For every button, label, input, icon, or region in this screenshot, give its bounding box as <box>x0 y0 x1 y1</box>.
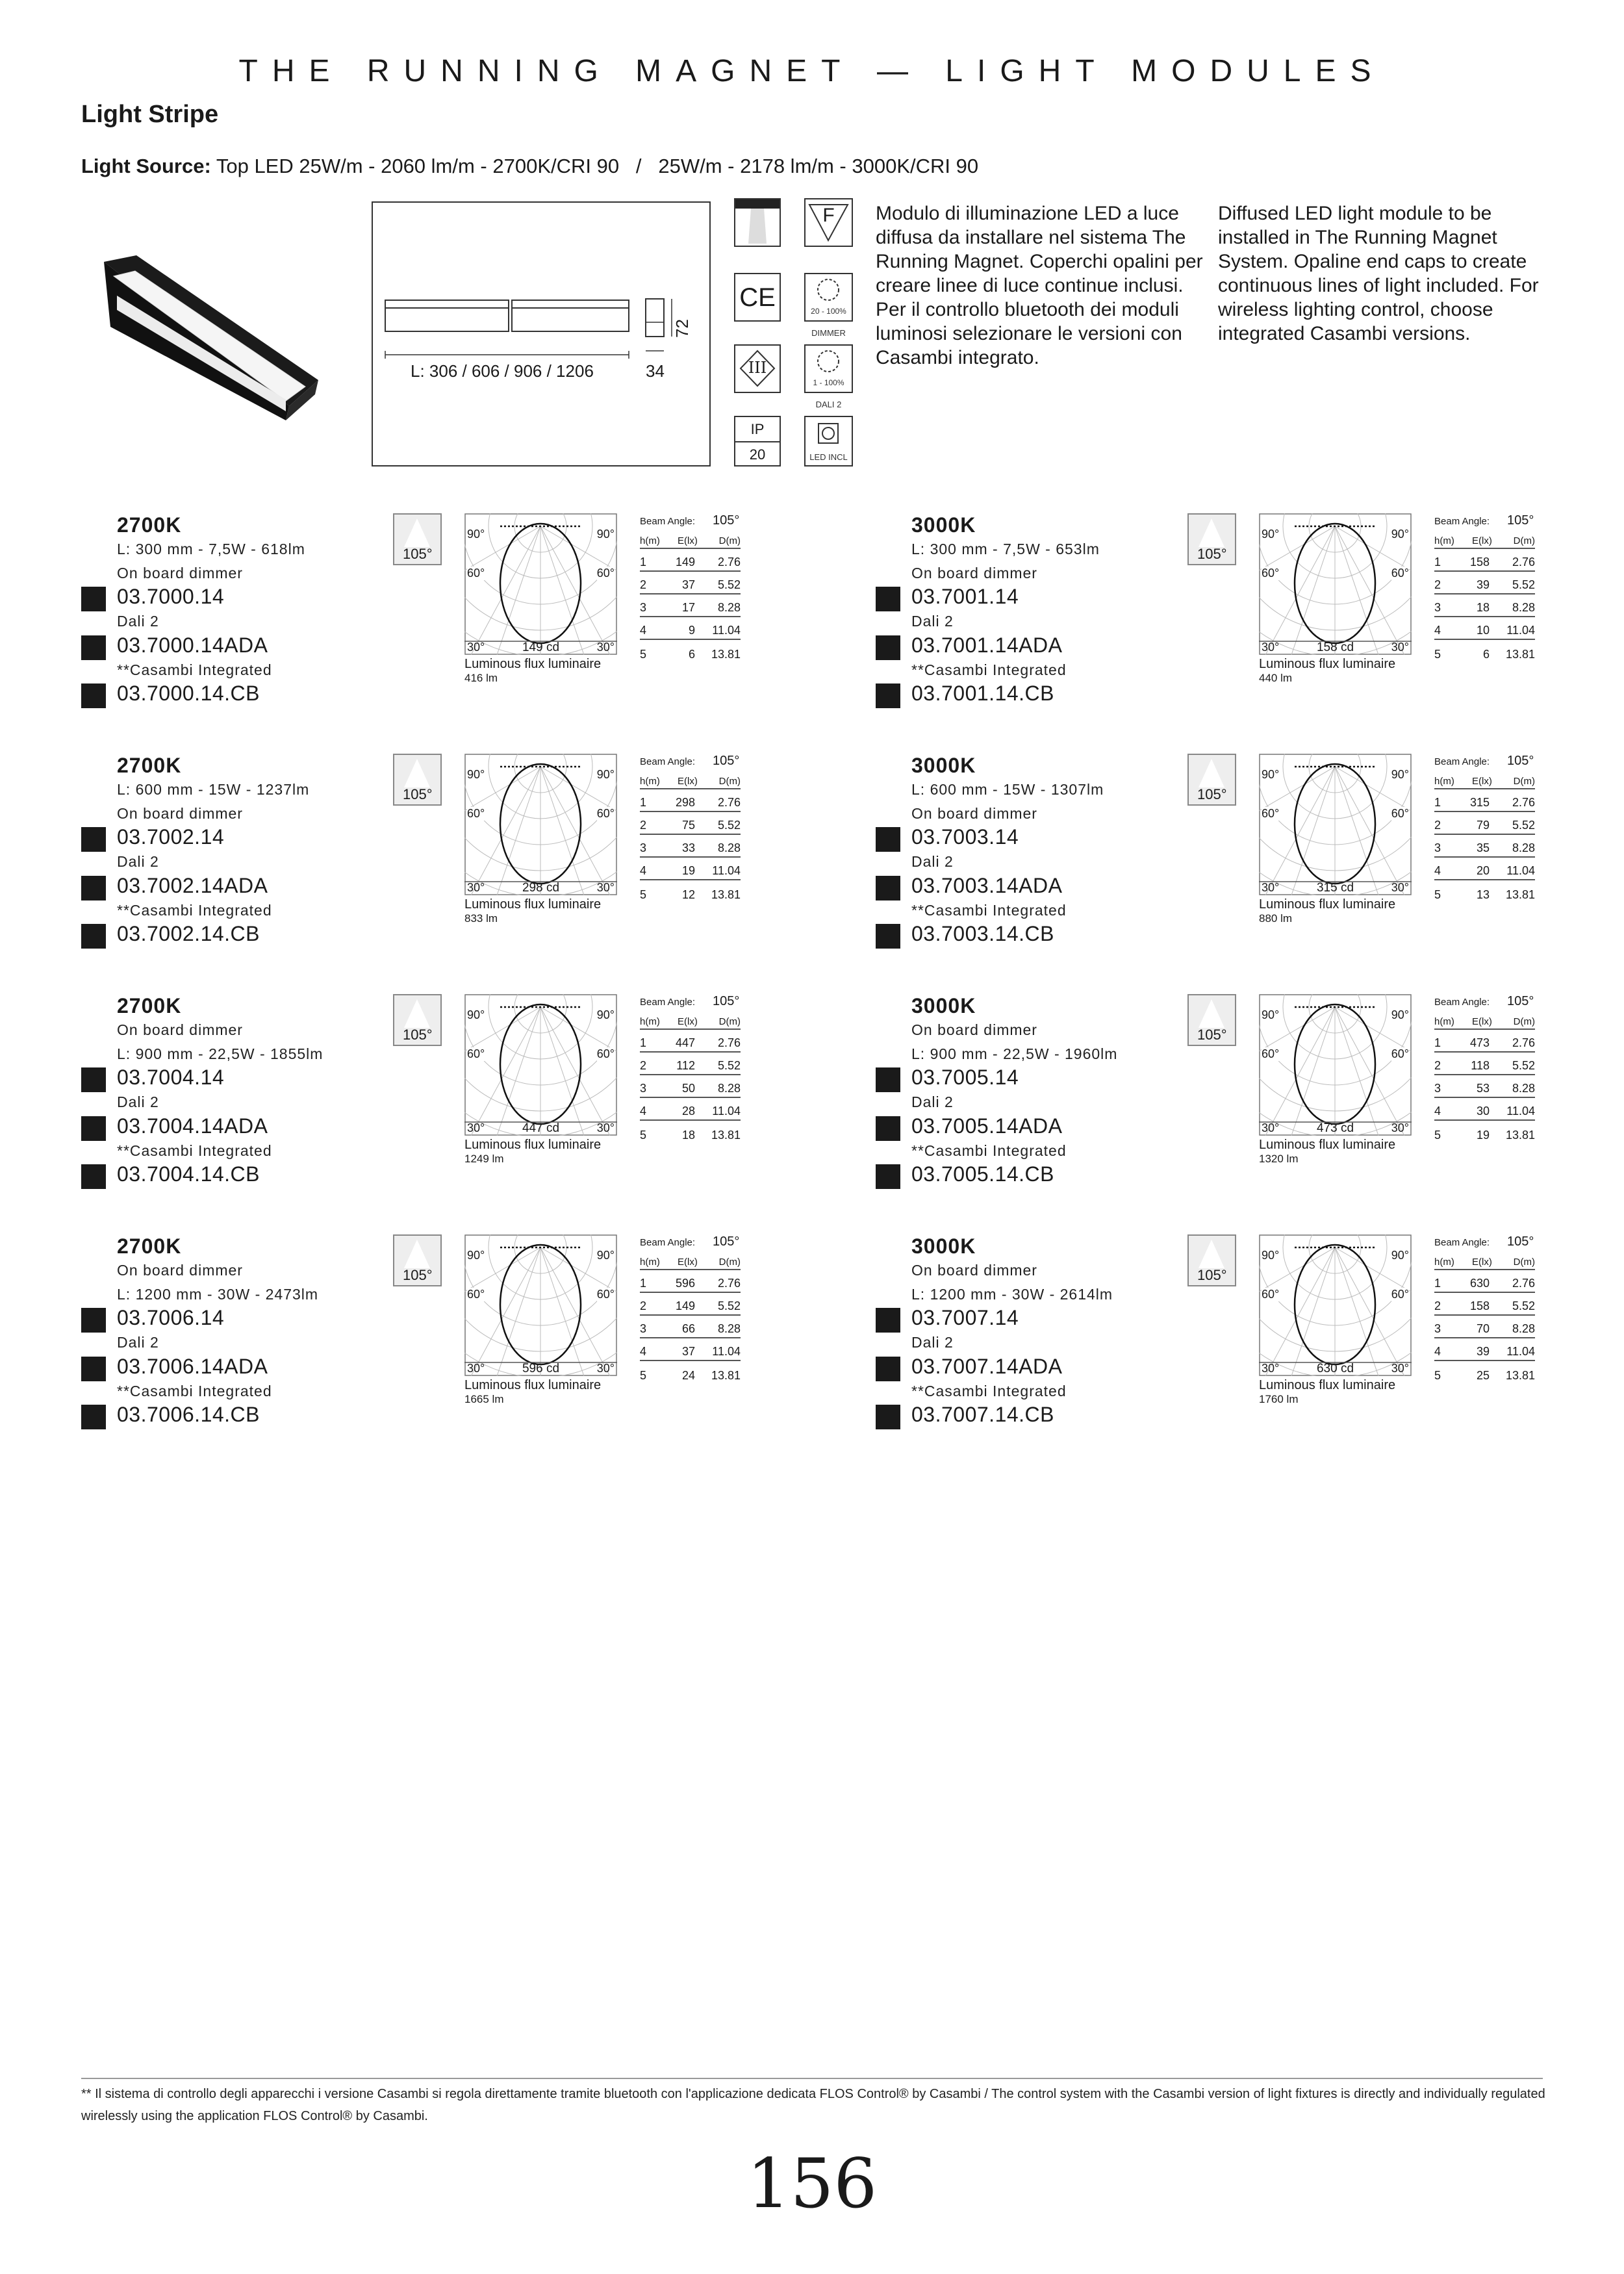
article-code-casambi: 03.7001.14.CB <box>911 682 1054 705</box>
beam-angle-label: Beam Angle: <box>640 516 696 527</box>
color-swatch <box>876 1067 900 1092</box>
spec-line-1: L: 600 mm - 15W - 1307lm <box>911 781 1104 798</box>
luminous-flux-value: 416 lm <box>464 672 498 684</box>
table-row: 5 18 13.81 <box>640 1129 741 1142</box>
color-swatch <box>876 1164 900 1189</box>
description-it: Modulo di illuminazione LED a luce diffusa da installare nel sistema The Running Magnet. Coperchi opalini per creare linee di luce continue inclusi. Per il controllo bluetooth dei moduli luminosi selezionare le versioni con Casambi integrato. <box>876 203 1203 368</box>
table-row: 1 158 2.76 <box>1434 549 1535 572</box>
page-number: 156 <box>746 2144 878 2223</box>
article-code-dimmer: 03.7005.14 <box>911 1066 1019 1089</box>
polar-label-60-right: 60° <box>596 567 615 580</box>
color-temperature: 2700K <box>117 994 182 1017</box>
luminous-flux-value: 440 lm <box>1259 672 1293 684</box>
spec-line-2: On board dimmer <box>117 805 243 822</box>
class-iii-icon: III <box>734 344 781 393</box>
table-row: 2 37 5.52 <box>640 572 741 594</box>
length-dimension: L: 306 / 606 / 906 / 1206 <box>411 361 594 381</box>
table-header: h(m) E(lx) D(m) <box>640 770 741 789</box>
photometric-table <box>1434 994 1538 1150</box>
color-temperature: 3000K <box>911 994 976 1017</box>
spec-line-1: L: 300 mm - 7,5W - 618lm <box>117 541 305 557</box>
polar-label-30-left: 30° <box>1262 1362 1280 1375</box>
table-row: 3 53 8.28 <box>1434 1075 1535 1098</box>
polar-label-90-left: 90° <box>1262 528 1280 541</box>
beam-angle-value: 105° <box>1197 786 1227 802</box>
luminous-flux-label: Luminous flux luminaire <box>1259 657 1396 671</box>
polar-label-60-left: 60° <box>1262 1047 1280 1060</box>
color-swatch <box>876 1405 900 1429</box>
beam-angle-label: Beam Angle: <box>1434 997 1490 1008</box>
table-row: 5 6 13.81 <box>640 648 741 661</box>
table-header: h(m) E(lx) D(m) <box>1434 1251 1535 1270</box>
section-title: Light Stripe <box>81 101 219 128</box>
table-header: h(m) E(lx) D(m) <box>640 1251 741 1270</box>
color-swatch <box>81 827 106 852</box>
beam-angle-label: Beam Angle: <box>1434 1237 1490 1248</box>
article-code-dali: 03.7003.14ADA <box>911 874 1063 897</box>
spec-line-1: On board dimmer <box>911 1021 1037 1038</box>
product-block <box>81 754 796 968</box>
article-code-dimmer: 03.7001.14 <box>911 585 1019 608</box>
color-swatch <box>81 1357 106 1381</box>
article-code-dali: 03.7007.14ADA <box>911 1355 1063 1378</box>
table-row: 3 50 8.28 <box>640 1075 741 1098</box>
photometric-table <box>1434 754 1538 910</box>
article-code-casambi: 03.7000.14.CB <box>117 682 260 705</box>
dali-label: Dali 2 <box>911 853 954 870</box>
diffused-light-icon <box>734 198 781 247</box>
footnote: ** Il sistema di controllo degli apparecchi i versione Casambi si regola direttamente tramite bluetooth con l'applicazione dedicata FLOS Control® by Casambi / The control system with the Casambi version of light fixtures is directly and individually regulated wirelessly using the application FLOS Control® by Casambi. <box>81 2087 1545 2123</box>
color-swatch <box>876 924 900 949</box>
color-swatch <box>81 1308 106 1333</box>
color-swatch <box>81 876 106 901</box>
color-swatch <box>876 827 900 852</box>
beam-angle-table-value: 105° <box>1507 754 1534 768</box>
article-code-dali: 03.7002.14ADA <box>117 874 268 897</box>
article-code-casambi: 03.7004.14.CB <box>117 1162 260 1186</box>
polar-label-90-right: 90° <box>596 1008 615 1021</box>
beam-angle-value: 105° <box>403 1027 433 1043</box>
polar-label-60-left: 60° <box>467 807 485 820</box>
table-row: 4 10 11.04 <box>1434 617 1535 640</box>
color-swatch <box>876 587 900 611</box>
article-code-dali: 03.7005.14ADA <box>911 1114 1063 1138</box>
article-code-dali: 03.7000.14ADA <box>117 633 268 657</box>
table-row: 1 447 2.76 <box>640 1030 741 1053</box>
beam-angle-label: Beam Angle: <box>1434 756 1490 767</box>
polar-diagram <box>1259 513 1412 655</box>
ip-rating-icon: IP 20 <box>734 416 781 466</box>
article-code-dali: 03.7001.14ADA <box>911 633 1063 657</box>
polar-label-90-left: 90° <box>467 1249 485 1262</box>
table-row: 3 66 8.28 <box>640 1316 741 1338</box>
height-dimension: 72 <box>672 319 692 338</box>
table-row: 2 158 5.52 <box>1434 1293 1535 1316</box>
polar-label-30-right: 30° <box>1391 641 1409 654</box>
dali-label: DALI 2 <box>815 400 842 409</box>
spec-line-1: On board dimmer <box>911 1262 1037 1279</box>
f-mark-icon: F <box>804 198 853 247</box>
beam-angle-table-value: 105° <box>713 1234 740 1249</box>
polar-label-30-left: 30° <box>467 881 485 894</box>
beam-angle-table-value: 105° <box>713 754 740 768</box>
product-block <box>81 513 796 728</box>
photometric-table <box>640 513 744 669</box>
dali-label: Dali 2 <box>911 613 954 630</box>
color-swatch <box>876 635 900 660</box>
dali-label: Dali 2 <box>117 1093 159 1110</box>
beam-angle-label: Beam Angle: <box>1434 516 1490 527</box>
color-swatch <box>81 1116 106 1141</box>
color-swatch <box>876 876 900 901</box>
luminous-flux-value: 1249 lm <box>464 1153 504 1165</box>
luminous-flux-value: 1665 lm <box>464 1393 504 1405</box>
casambi-label: **Casambi Integrated <box>911 902 1067 919</box>
peak-intensity: 158 cd <box>1316 641 1354 654</box>
luminous-flux-label: Luminous flux luminaire <box>464 897 602 912</box>
polar-diagram <box>464 994 617 1136</box>
peak-intensity: 315 cd <box>1316 881 1354 895</box>
table-row: 2 79 5.52 <box>1434 812 1535 835</box>
beam-angle-value: 105° <box>403 1267 433 1283</box>
table-row: 4 19 11.04 <box>640 858 741 880</box>
polar-label-30-right: 30° <box>1391 1362 1409 1375</box>
spec-line-2: On board dimmer <box>911 565 1037 581</box>
table-row: 1 149 2.76 <box>640 549 741 572</box>
table-row: 4 39 11.04 <box>1434 1338 1535 1361</box>
table-row: 5 12 13.81 <box>640 888 741 901</box>
table-header: h(m) E(lx) D(m) <box>1434 530 1535 549</box>
beam-angle-table-value: 105° <box>1507 1234 1534 1249</box>
polar-diagram <box>464 513 617 655</box>
table-row: 2 39 5.52 <box>1434 572 1535 594</box>
table-row: 4 30 11.04 <box>1434 1098 1535 1121</box>
polar-label-30-right: 30° <box>596 1362 615 1375</box>
polar-label-90-right: 90° <box>1391 528 1409 541</box>
spec-line-2: L: 1200 mm - 30W - 2614lm <box>911 1286 1113 1303</box>
table-row: 4 37 11.04 <box>640 1338 741 1361</box>
table-row: 5 25 13.81 <box>1434 1369 1535 1382</box>
beam-angle-value: 105° <box>1197 546 1227 562</box>
table-row: 2 149 5.52 <box>640 1293 741 1316</box>
product-block <box>876 513 1590 728</box>
polar-label-30-left: 30° <box>467 641 485 654</box>
polar-label-60-left: 60° <box>1262 567 1280 580</box>
color-temperature: 3000K <box>911 1234 976 1258</box>
article-code-dimmer: 03.7006.14 <box>117 1306 225 1329</box>
dali-label: Dali 2 <box>911 1093 954 1110</box>
photometric-table <box>640 1234 744 1390</box>
polar-diagram <box>1259 754 1412 895</box>
dali-label: Dali 2 <box>117 613 159 630</box>
casambi-label: **Casambi Integrated <box>117 661 272 678</box>
polar-label-90-right: 90° <box>596 528 615 541</box>
table-row: 1 315 2.76 <box>1434 789 1535 812</box>
luminous-flux-label: Luminous flux luminaire <box>464 657 602 671</box>
color-temperature: 3000K <box>911 513 976 537</box>
luminous-flux-value: 880 lm <box>1259 912 1293 925</box>
article-code-dimmer: 03.7004.14 <box>117 1066 225 1089</box>
article-code-dali: 03.7004.14ADA <box>117 1114 268 1138</box>
page-title: THE RUNNING MAGNET — LIGHT MODULES <box>238 54 1386 88</box>
beam-angle-label: Beam Angle: <box>640 997 696 1008</box>
dimmer-label: DIMMER <box>811 328 846 338</box>
table-row: 3 33 8.28 <box>640 835 741 858</box>
casambi-label: **Casambi Integrated <box>117 1383 272 1399</box>
color-swatch <box>81 1067 106 1092</box>
product-block <box>81 1234 796 1449</box>
color-swatch <box>876 1308 900 1333</box>
color-swatch <box>876 1357 900 1381</box>
dimmer-icon <box>804 273 853 322</box>
polar-label-60-left: 60° <box>467 1047 485 1060</box>
table-header: h(m) E(lx) D(m) <box>1434 1010 1535 1030</box>
table-row: 5 6 13.81 <box>1434 648 1535 661</box>
luminous-flux-label: Luminous flux luminaire <box>1259 1138 1396 1152</box>
luminous-flux-label: Luminous flux luminaire <box>1259 897 1396 912</box>
polar-label-90-left: 90° <box>1262 1008 1280 1021</box>
peak-intensity: 596 cd <box>522 1362 560 1375</box>
polar-label-30-left: 30° <box>1262 641 1280 654</box>
table-row: 4 9 11.04 <box>640 617 741 640</box>
table-header: h(m) E(lx) D(m) <box>640 1010 741 1030</box>
article-code-casambi: 03.7007.14.CB <box>911 1403 1054 1426</box>
polar-label-30-left: 30° <box>467 1362 485 1375</box>
led-included-icon: LED INCL <box>804 416 853 466</box>
peak-intensity: 298 cd <box>522 881 560 895</box>
casambi-label: **Casambi Integrated <box>117 1142 272 1159</box>
photometric-table <box>1434 513 1538 669</box>
photometric-table <box>640 994 744 1150</box>
peak-intensity: 630 cd <box>1316 1362 1354 1375</box>
casambi-label: **Casambi Integrated <box>117 902 272 919</box>
polar-label-30-right: 30° <box>1391 881 1409 894</box>
table-header: h(m) E(lx) D(m) <box>640 530 741 549</box>
photometric-table <box>640 754 744 910</box>
beam-angle-label: Beam Angle: <box>640 756 696 767</box>
polar-label-90-right: 90° <box>596 1249 615 1262</box>
dali-range: 1 - 100% <box>813 378 844 387</box>
casambi-label: **Casambi Integrated <box>911 1383 1067 1399</box>
table-row: 4 28 11.04 <box>640 1098 741 1121</box>
article-code-casambi: 03.7005.14.CB <box>911 1162 1054 1186</box>
color-temperature: 3000K <box>911 754 976 777</box>
table-row: 3 35 8.28 <box>1434 835 1535 858</box>
polar-label-60-right: 60° <box>1391 1288 1409 1301</box>
spec-line-1: L: 300 mm - 7,5W - 653lm <box>911 541 1100 557</box>
table-row: 2 75 5.52 <box>640 812 741 835</box>
polar-label-90-right: 90° <box>596 768 615 781</box>
beam-angle-value: 105° <box>403 546 433 562</box>
beam-angle-value: 105° <box>1197 1267 1227 1283</box>
polar-label-90-left: 90° <box>1262 768 1280 781</box>
table-row: 2 112 5.52 <box>640 1053 741 1075</box>
polar-label-90-left: 90° <box>467 768 485 781</box>
beam-angle-table-value: 105° <box>1507 994 1534 1008</box>
polar-label-60-right: 60° <box>1391 807 1409 820</box>
article-code-dali: 03.7006.14ADA <box>117 1355 268 1378</box>
photometric-table <box>1434 1234 1538 1390</box>
footnote-divider <box>81 2078 1543 2079</box>
article-code-casambi: 03.7003.14.CB <box>911 922 1054 945</box>
product-photo <box>91 250 331 422</box>
table-row: 4 20 11.04 <box>1434 858 1535 880</box>
polar-label-60-right: 60° <box>596 807 615 820</box>
table-row: 5 13 13.81 <box>1434 888 1535 901</box>
spec-line-2: On board dimmer <box>117 565 243 581</box>
polar-label-60-left: 60° <box>1262 1288 1280 1301</box>
polar-label-90-left: 90° <box>467 528 485 541</box>
article-code-dimmer: 03.7007.14 <box>911 1306 1019 1329</box>
table-row: 5 24 13.81 <box>640 1369 741 1382</box>
product-block <box>81 994 796 1208</box>
color-swatch <box>81 1164 106 1189</box>
dali-label: Dali 2 <box>117 1334 159 1351</box>
spec-line-2: L: 900 mm - 22,5W - 1960lm <box>911 1045 1118 1062</box>
article-code-dimmer: 03.7000.14 <box>117 585 225 608</box>
table-row: 1 298 2.76 <box>640 789 741 812</box>
polar-label-30-right: 30° <box>596 641 615 654</box>
dali-icon <box>804 344 853 393</box>
color-swatch <box>81 683 106 708</box>
polar-label-60-left: 60° <box>467 1288 485 1301</box>
table-row: 1 596 2.76 <box>640 1270 741 1293</box>
luminous-flux-value: 833 lm <box>464 912 498 925</box>
polar-diagram <box>464 754 617 895</box>
color-swatch <box>876 1116 900 1141</box>
spec-line-2: L: 900 mm - 22,5W - 1855lm <box>117 1045 324 1062</box>
article-code-dimmer: 03.7002.14 <box>117 825 225 849</box>
polar-label-90-left: 90° <box>1262 1249 1280 1262</box>
polar-label-30-left: 30° <box>467 1121 485 1134</box>
polar-label-30-right: 30° <box>1391 1121 1409 1134</box>
beam-angle-value: 105° <box>403 786 433 802</box>
polar-diagram <box>1259 994 1412 1136</box>
table-row: 1 473 2.76 <box>1434 1030 1535 1053</box>
table-row: 5 19 13.81 <box>1434 1129 1535 1142</box>
polar-label-90-right: 90° <box>1391 1249 1409 1262</box>
peak-intensity: 447 cd <box>522 1121 560 1135</box>
article-code-casambi: 03.7002.14.CB <box>117 922 260 945</box>
polar-label-60-right: 60° <box>596 1047 615 1060</box>
polar-label-30-right: 30° <box>596 1121 615 1134</box>
polar-label-30-left: 30° <box>1262 1121 1280 1134</box>
luminous-flux-label: Luminous flux luminaire <box>1259 1378 1396 1392</box>
product-block <box>876 754 1590 968</box>
color-swatch <box>81 924 106 949</box>
table-header: h(m) E(lx) D(m) <box>1434 770 1535 789</box>
color-swatch <box>81 635 106 660</box>
spec-line-1: On board dimmer <box>117 1262 243 1279</box>
spec-line-1: On board dimmer <box>117 1021 243 1038</box>
product-block <box>876 994 1590 1208</box>
polar-label-30-right: 30° <box>596 881 615 894</box>
color-temperature: 2700K <box>117 513 182 537</box>
casambi-label: **Casambi Integrated <box>911 661 1067 678</box>
luminous-flux-label: Luminous flux luminaire <box>464 1138 602 1152</box>
table-row: 3 17 8.28 <box>640 594 741 617</box>
luminous-flux-value: 1760 lm <box>1259 1393 1299 1405</box>
spec-line-2: L: 1200 mm - 30W - 2473lm <box>117 1286 319 1303</box>
table-row: 3 18 8.28 <box>1434 594 1535 617</box>
color-swatch <box>876 683 900 708</box>
polar-label-60-right: 60° <box>1391 567 1409 580</box>
color-temperature: 2700K <box>117 754 182 777</box>
polar-label-90-right: 90° <box>1391 1008 1409 1021</box>
dali-label: Dali 2 <box>911 1334 954 1351</box>
width-dimension: 34 <box>646 361 665 381</box>
polar-label-60-right: 60° <box>596 1288 615 1301</box>
light-source-value: Top LED 25W/m - 2060 lm/m - 2700K/CRI 90 / 25W/m - 2178 lm/m - 3000K/CRI 90 <box>216 155 979 177</box>
polar-label-60-left: 60° <box>1262 807 1280 820</box>
color-swatch <box>81 1405 106 1429</box>
beam-angle-table-value: 105° <box>713 513 740 528</box>
light-source <box>81 155 978 178</box>
light-source-label: Light Source: <box>81 155 211 177</box>
beam-angle-label: Beam Angle: <box>640 1237 696 1248</box>
luminous-flux-value: 1320 lm <box>1259 1153 1299 1165</box>
table-row: 1 630 2.76 <box>1434 1270 1535 1293</box>
polar-diagram <box>464 1234 617 1376</box>
spec-line-2: On board dimmer <box>911 805 1037 822</box>
beam-angle-value: 105° <box>1197 1027 1227 1043</box>
peak-intensity: 149 cd <box>522 641 560 654</box>
article-code-dimmer: 03.7003.14 <box>911 825 1019 849</box>
ce-mark-icon: CE <box>734 273 781 322</box>
beam-angle-table-value: 105° <box>713 994 740 1008</box>
peak-intensity: 473 cd <box>1316 1121 1354 1135</box>
table-row: 3 70 8.28 <box>1434 1316 1535 1338</box>
article-code-casambi: 03.7006.14.CB <box>117 1403 260 1426</box>
color-swatch <box>81 587 106 611</box>
color-temperature: 2700K <box>117 1234 182 1258</box>
dali-label: Dali 2 <box>117 853 159 870</box>
casambi-label: **Casambi Integrated <box>911 1142 1067 1159</box>
polar-label-60-right: 60° <box>1391 1047 1409 1060</box>
technical-drawing <box>372 201 711 466</box>
polar-diagram <box>1259 1234 1412 1376</box>
polar-label-90-left: 90° <box>467 1008 485 1021</box>
polar-label-90-right: 90° <box>1391 768 1409 781</box>
dimmer-range: 20 - 100% <box>811 307 846 316</box>
luminous-flux-label: Luminous flux luminaire <box>464 1378 602 1392</box>
table-row: 2 118 5.52 <box>1434 1053 1535 1075</box>
polar-label-60-left: 60° <box>467 567 485 580</box>
description-en: Diffused LED light module to be installed in The Running Magnet System. Opaline end caps to create continuous lines of light included. For wireless lighting control, choose integrated Casambi versions. <box>1218 203 1539 344</box>
polar-label-30-left: 30° <box>1262 881 1280 894</box>
beam-angle-table-value: 105° <box>1507 513 1534 528</box>
spec-line-1: L: 600 mm - 15W - 1237lm <box>117 781 310 798</box>
product-block <box>876 1234 1590 1449</box>
